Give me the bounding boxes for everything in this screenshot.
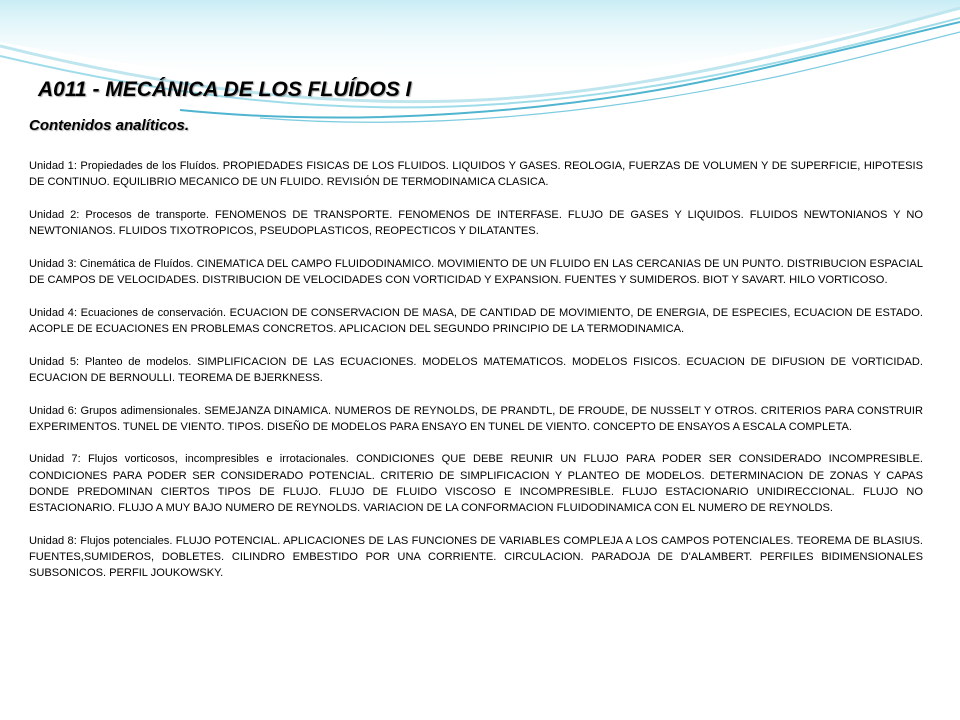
slide-title: A011 - MECÁNICA DE LOS FLUÍDOS I bbox=[38, 78, 412, 101]
unit-7-paragraph: Unidad 7: Flujos vorticosos, incompresibles e irrotacionales. CONDICIONES QUE DEBE REUNIR UN FLUJO PARA PODER SER CONSIDERADO INCOMPRESIBLE. CONDICIONES PARA PODER SER CONSIDERADO POTENCIAL. CRITERIO DE SIMPLIFICACION Y PLANTEO DE MODELOS. DETERMINACION DE ZONAS Y CAPAS DONDE PREDOMINAN CIERTOS TIPOS DE FLUJO. FLUJO DE FLUIDO VISCOSO E INCOMPRESIBLE. FLUJO ESTACIONARIO UNIDIRECCIONAL. FLUJO NO ESTACIONARIO. FLUJO A MUY BAJO NUMERO DE REYNOLDS. VARIACION DE LA CONFORMACION FLUIDODINAMICA CON EL NUMERO DE REYNOLDS. bbox=[29, 453, 923, 515]
units-list bbox=[29, 158, 923, 598]
unit-5-paragraph: Unidad 5: Planteo de modelos. SIMPLIFICACION DE LAS ECUACIONES. MODELOS MATEMATICOS. MODELOS FISICOS. ECUACION DE DIFUSION DE VORTICIDAD. ECUACION DE BERNOULLI. TEOREMA DE BJERKNESS. bbox=[29, 355, 923, 384]
unit-2-paragraph: Unidad 2: Procesos de transporte. FENOMENOS DE TRANSPORTE. FENOMENOS DE INTERFASE. FLUJO DE GASES Y LIQUIDOS. FLUIDOS NEWTONIANOS Y NO NEWTONIANOS. FLUIDOS TIXOTROPICOS, PSEUDOPLASTICOS, REOPECTICOS Y DILATANTES. bbox=[29, 208, 923, 238]
unit-1-paragraph: Unidad 1: Propiedades de los Fluídos. PROPIEDADES FISICAS DE LOS FLUIDOS. LIQUIDOS Y GASES. REOLOGIA, FUERZAS DE VOLUMEN Y DE SUPERFICIE, HIPOTESIS DE CONTINUO. EQUILIBRIO MECANICO DE UN FLUIDO. REVISIÓN DE TERMODINAMICA CLASICA. bbox=[29, 160, 923, 189]
unit-8-paragraph: Unidad 8: Flujos potenciales. FLUJO POTENCIAL. APLICACIONES DE LAS FUNCIONES DE VARIABLES COMPLEJA A LOS CAMPOS POTENCIALES. TEOREMA DE BLASIUS. FUENTES,SUMIDEROS, DOBLETES. CILINDRO EMBESTIDO POR UNA CORRIENTE. CIRCULACION. PARADOJA DE D'ALAMBERT. PERFILES BIDIMENSIONALES SUBSONICOS. PERFIL JOUKOWSKY. bbox=[29, 534, 923, 580]
wave-band bbox=[0, 0, 960, 85]
unit-3-paragraph: Unidad 3: Cinemática de Fluídos. CINEMATICA DEL CAMPO FLUIDODINAMICO. MOVIMIENTO DE UN FLUIDO EN LAS CERCANIAS DE UN PUNTO. DISTRIBUCION ESPACIAL DE CAMPOS DE VELOCIDADES. DISTRIBUCION DE VELOCIDADES CON VORTICIDAD Y EXPANSION. FUENTES Y SUMIDEROS. BIOT Y SAVART. HILO VORTICOSO. bbox=[29, 257, 923, 287]
slide-subtitle: Contenidos analíticos. bbox=[29, 117, 190, 134]
unit-4-paragraph: Unidad 4: Ecuaciones de conservación. ECUACION DE CONSERVACION DE MASA, DE CANTIDAD DE MOVIMIENTO, DE ENERGIA, DE ESPECIES, ECUACION DE ESTADO. ACOPLE DE ECUACIONES EN PROBLEMAS CONCRETOS. APLICACION DEL SEGUNDO PRINCIPIO DE LA TERMODINAMICA. bbox=[29, 306, 923, 335]
unit-6-paragraph: Unidad 6: Grupos adimensionales. SEMEJANZA DINAMICA. NUMEROS DE REYNOLDS, DE PRANDTL, DE FROUDE, DE NUSSELT Y OTROS. CRITERIOS PARA CONSTRUIR EXPERIMENTOS. TUNEL DE VIENTO. TIPOS. DISEÑO DE MODELOS PARA ENSAYO EN TUNEL DE VIENTO. CONCEPTO DE ENSAYOS A ESCALA COMPLETA. bbox=[29, 404, 923, 433]
